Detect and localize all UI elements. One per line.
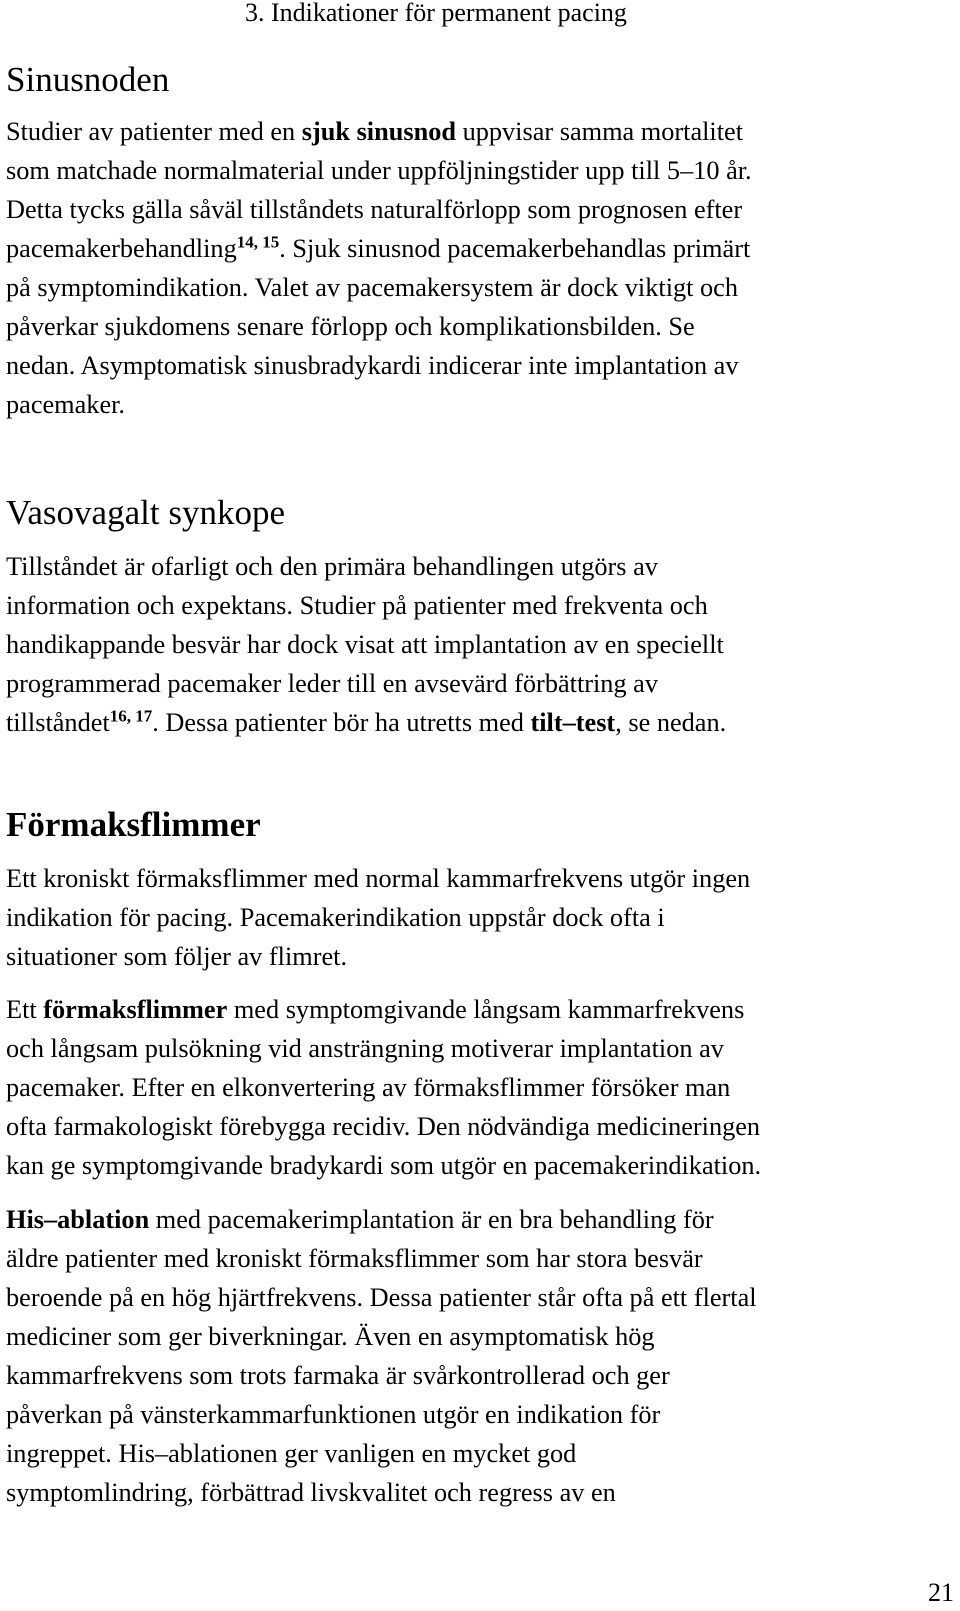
text-line: mediciner som ger biverkningar. Även en asymptomatisk hög xyxy=(6,1322,655,1351)
emphasis-his-ablation: His–ablation xyxy=(6,1205,150,1234)
text-line: påverkan på vänsterkammarfunktionen utgör en indikation för xyxy=(6,1400,661,1429)
paragraph-sinusnoden xyxy=(6,112,956,424)
text-line: programmerad pacemaker leder till en avsevärd förbättring av xyxy=(6,669,659,698)
emphasis-formaksflimmer: förmaksflimmer xyxy=(43,995,228,1024)
heading-formaksflimmer: Förmaksflimmer xyxy=(6,805,261,844)
text-line: His–ablation med pacemakerimplantation är en bra behandling för xyxy=(6,1205,714,1234)
text-line: ingreppet. His–ablationen ger vanligen en mycket god xyxy=(6,1439,577,1468)
text-line: Ett förmaksflimmer med symptomgivande långsam kammarfrekvens xyxy=(6,995,745,1024)
emphasis-sjuk-sinusnod: sjuk sinusnod xyxy=(301,117,456,146)
text-line: Detta tycks gälla såväl tillståndets naturalförlopp som prognosen efter xyxy=(6,195,743,224)
text-line: handikappande besvär har dock visat att implantation av en speciellt xyxy=(6,630,724,659)
paragraph-formaksflimmer-1 xyxy=(6,859,956,976)
text-line: påverkar sjukdomens senare förlopp och komplikationsbilden. Se xyxy=(6,312,695,341)
text-line: situationer som följer av flimret. xyxy=(6,942,348,971)
paragraph-formaksflimmer-2 xyxy=(6,990,956,1185)
text-line: som matchade normalmaterial under uppföljningstider upp till 5–10 år. xyxy=(6,156,752,185)
page-number: 21 xyxy=(928,1578,954,1607)
text-line: tillståndet$^{16, 17}$. Dessa patienter bör ha utretts med tilt–test, se nedan. xyxy=(6,706,727,737)
paragraph-vasovagalt xyxy=(6,547,956,742)
text-line: Tillståndet är ofarligt och den primära behandlingen utgörs av xyxy=(6,552,658,581)
heading-vasovagalt-synkope: Vasovagalt synkope xyxy=(6,493,285,532)
text-line: äldre patienter med kroniskt förmaksflimmer som har stora besvär xyxy=(6,1244,703,1273)
text-line: beroende på en hög hjärtfrekvens. Dessa patienter står ofta på ett flertal xyxy=(6,1283,757,1312)
text-line: symptomlindring, förbättrad livskvalitet och regress av en xyxy=(6,1478,616,1507)
text-line: kan ge symptomgivande bradykardi som utgör en pacemakerindikation. xyxy=(6,1151,762,1180)
reference-superscript: 14, 15 xyxy=(236,232,280,252)
text-line: information och expektans. Studier på patienter med frekventa och xyxy=(6,591,708,620)
text-line: kammarfrekvens som trots farmaka är svårkontrollerad och ger xyxy=(6,1361,670,1390)
text-line: pacemaker. xyxy=(6,390,125,419)
text-line: på symptomindikation. Valet av pacemakersystem är dock viktigt och xyxy=(6,273,738,302)
text-line: Studier av patienter med en sjuk sinusnod uppvisar samma mortalitet xyxy=(6,117,744,146)
text-line: Ett kroniskt förmaksflimmer med normal kammarfrekvens utgör ingen xyxy=(6,864,751,893)
paragraph-formaksflimmer-3 xyxy=(6,1200,956,1512)
text-line: och långsam pulsökning vid ansträngning motiverar implantation av xyxy=(6,1034,724,1063)
text-line: pacemakerbehandling$^{14, 15}$. Sjuk sinusnod pacemakerbehandlas primärt xyxy=(6,232,751,263)
text-line: ofta farmakologiskt förebygga recidiv. Den nödvändiga medicineringen xyxy=(6,1112,761,1141)
text-line: indikation för pacing. Pacemakerindikation uppstår dock ofta i xyxy=(6,903,665,932)
heading-sinusnoden: Sinusnoden xyxy=(6,60,170,99)
running-header: 3. Indikationer för permanent pacing xyxy=(245,0,627,27)
emphasis-tilt-test: tilt–test xyxy=(530,708,616,737)
reference-superscript: 16, 17 xyxy=(109,706,153,726)
text-line: nedan. Asymptomatisk sinusbradykardi indicerar inte implantation av xyxy=(6,351,739,380)
text-line: pacemaker. Efter en elkonvertering av förmaksflimmer försöker man xyxy=(6,1073,731,1102)
